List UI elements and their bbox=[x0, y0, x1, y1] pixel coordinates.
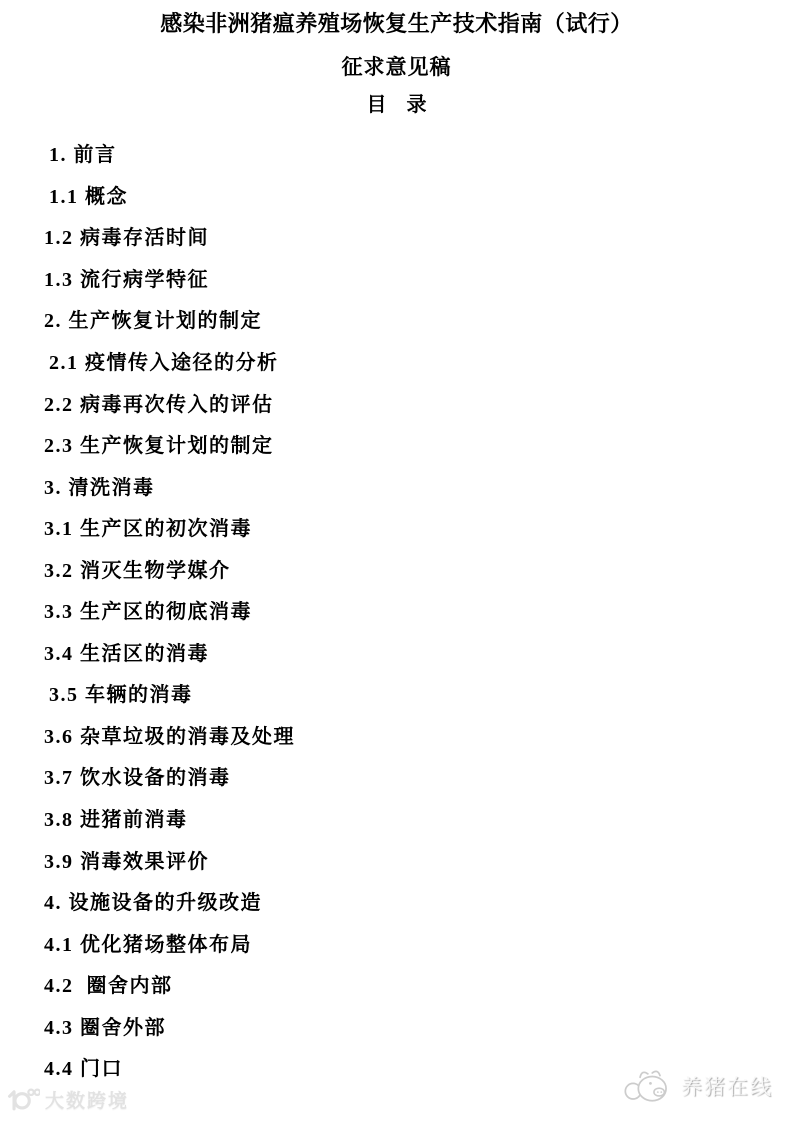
toc-item: 1.2 病毒存活时间 bbox=[44, 227, 209, 250]
watermark-bottom-left bbox=[6, 1085, 129, 1113]
toc-item: 2.3 生产恢复计划的制定 bbox=[44, 435, 274, 458]
toc-item: 3.8 进猪前消毒 bbox=[44, 809, 188, 832]
toc-item: 4.4 门口 bbox=[44, 1058, 123, 1081]
toc-item: 3. 清洗消毒 bbox=[44, 476, 155, 499]
toc-item: 3.4 生活区的消毒 bbox=[44, 642, 209, 665]
watermark-bottom-right bbox=[621, 1066, 773, 1106]
toc-item: 4.2 圈舍内部 bbox=[44, 975, 173, 998]
dashu-100-logo-icon bbox=[6, 1085, 40, 1113]
toc-item: 3.9 消毒效果评价 bbox=[44, 850, 209, 873]
toc-item: 2.1 疫情传入途径的分析 bbox=[49, 352, 279, 374]
watermark-bottom-right-text: 养猪在线 bbox=[681, 1076, 773, 1099]
pig-icon bbox=[621, 1066, 673, 1106]
toc-item: 2.2 病毒再次传入的评估 bbox=[44, 393, 274, 416]
document-title: 感染非洲猪瘟养殖场恢复生产技术指南（试行） bbox=[160, 11, 633, 36]
toc-item: 4.1 优化猪场整体布局 bbox=[44, 933, 252, 956]
toc-item: 3.7 饮水设备的消毒 bbox=[44, 767, 231, 790]
toc-item: 1.3 流行病学特征 bbox=[44, 268, 209, 291]
toc-item: 3.6 杂草垃圾的消毒及处理 bbox=[44, 725, 295, 748]
toc-item: 3.5 车辆的消毒 bbox=[49, 684, 193, 707]
toc-item: 3.3 生产区的彻底消毒 bbox=[44, 601, 252, 624]
toc-item: 4.3 圈舍外部 bbox=[44, 1016, 166, 1039]
toc-item: 3.1 生产区的初次消毒 bbox=[44, 518, 252, 541]
watermark-bottom-left-text: 大数跨境 bbox=[45, 1090, 130, 1112]
toc-item: 1.1 概念 bbox=[49, 185, 128, 208]
toc-item: 2. 生产恢复计划的制定 bbox=[44, 310, 262, 333]
toc-item: 3.2 消灭生物学媒介 bbox=[44, 559, 231, 582]
toc-heading: 目 录 bbox=[366, 94, 427, 116]
toc-list bbox=[44, 132, 763, 1088]
toc-item: 1. 前言 bbox=[49, 144, 117, 167]
toc-item: 4. 设施设备的升级改造 bbox=[44, 892, 262, 915]
document-subtitle: 征求意见稿 bbox=[341, 55, 452, 79]
